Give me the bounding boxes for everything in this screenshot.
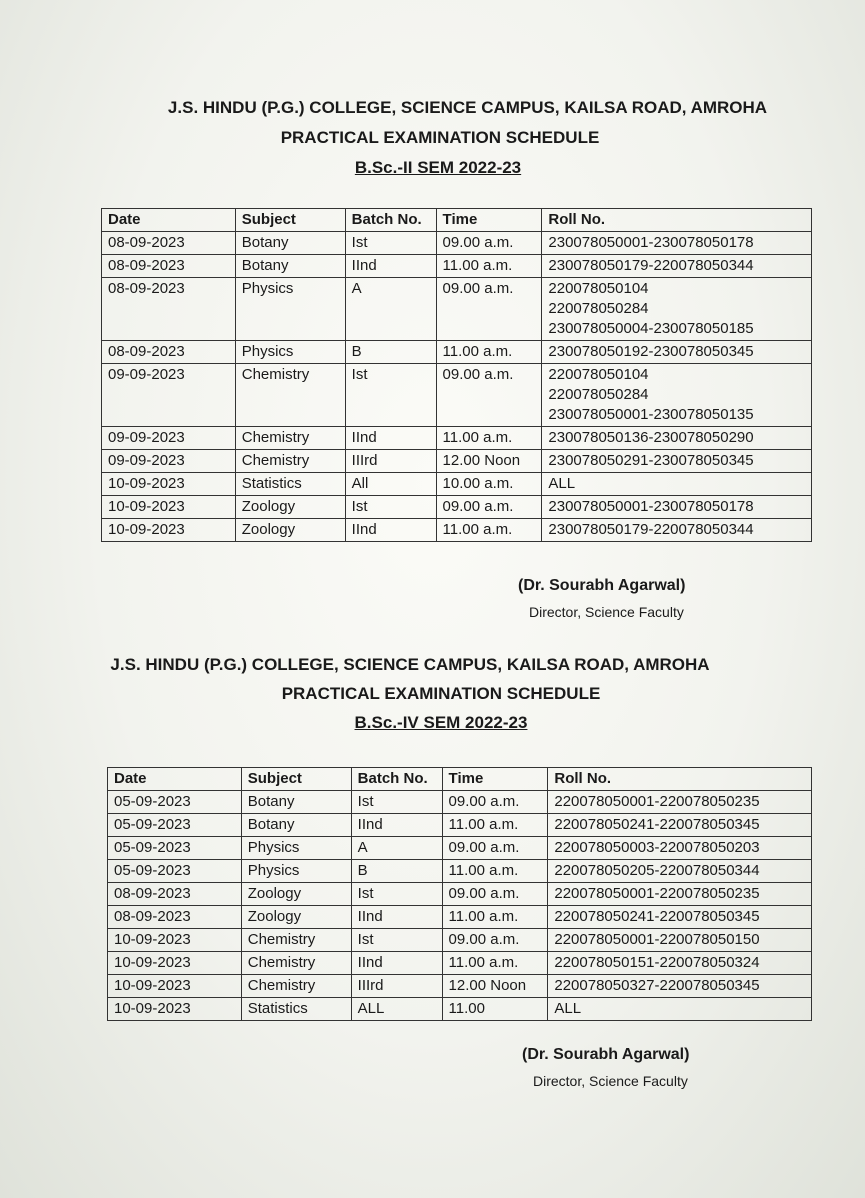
cell-subject: Chemistry (241, 929, 351, 952)
roll-no-line: 220078050003-220078050203 (554, 839, 760, 856)
roll-no-line: 230078050179-220078050344 (548, 521, 754, 538)
cell-batch: IInd (351, 952, 442, 975)
semester-heading: B.Sc.-II SEM 2022-23 (354, 158, 522, 177)
cell-batch: IIIrd (345, 450, 436, 473)
schedule-table (101, 208, 812, 542)
cell-time: 11.00 a.m. (442, 906, 548, 929)
cell-roll-no (542, 427, 812, 450)
roll-no-line: 220078050205-220078050344 (554, 862, 760, 879)
roll-no-line: 220078050241-220078050345 (554, 816, 760, 833)
schedule-title: PRACTICAL EXAMINATION SCHEDULE (280, 128, 600, 147)
cell-date: 10-09-2023 (108, 929, 242, 952)
header-date: Date (108, 768, 242, 791)
header-subject: Subject (241, 768, 351, 791)
cell-time: 11.00 a.m. (436, 427, 542, 450)
roll-no-line: 220078050241-220078050345 (554, 908, 760, 925)
cell-date: 08-09-2023 (102, 255, 236, 278)
cell-subject: Zoology (241, 883, 351, 906)
table-row (108, 975, 812, 998)
cell-time: 09.00 a.m. (436, 496, 542, 519)
cell-roll-no (542, 232, 812, 255)
cell-time: 09.00 a.m. (442, 837, 548, 860)
cell-roll-no (542, 255, 812, 278)
table-row (108, 883, 812, 906)
table-row (102, 450, 812, 473)
table-row (102, 341, 812, 364)
signatory-name: (Dr. Sourabh Agarwal) (522, 1046, 690, 1063)
roll-no-line: 220078050001-220078050150 (554, 931, 760, 948)
header-roll: Roll No. (542, 209, 812, 232)
cell-roll-no (542, 341, 812, 364)
roll-no-line: 230078050136-230078050290 (548, 429, 754, 446)
cell-time: 09.00 a.m. (436, 364, 542, 427)
cell-subject: Physics (235, 341, 345, 364)
cell-roll-no (542, 496, 812, 519)
cell-date: 10-09-2023 (108, 975, 242, 998)
table-row (102, 473, 812, 496)
cell-date: 08-09-2023 (102, 278, 236, 341)
roll-no-line: 220078050001-220078050235 (554, 793, 760, 810)
college-heading: J.S. HINDU (P.G.) COLLEGE, SCIENCE CAMPUS, KAILSA ROAD, AMROHA (167, 98, 768, 117)
table-row (108, 860, 812, 883)
table-header-row (102, 209, 812, 232)
cell-subject: Chemistry (235, 450, 345, 473)
cell-subject: Chemistry (241, 952, 351, 975)
header-batch: Batch No. (351, 768, 442, 791)
table-row (108, 791, 812, 814)
cell-date: 05-09-2023 (108, 837, 242, 860)
roll-no-line: 230078050179-220078050344 (548, 257, 754, 274)
roll-no-line: 230078050291-230078050345 (548, 452, 754, 469)
cell-time: 10.00 a.m. (436, 473, 542, 496)
cell-batch: Ist (345, 496, 436, 519)
cell-date: 09-09-2023 (102, 364, 236, 427)
roll-no-line: 230078050001-230078050135 (548, 406, 754, 423)
cell-date: 08-09-2023 (108, 883, 242, 906)
cell-date: 10-09-2023 (102, 519, 236, 542)
cell-date: 10-09-2023 (102, 496, 236, 519)
signatory-name: (Dr. Sourabh Agarwal) (518, 577, 686, 594)
cell-subject: Chemistry (241, 975, 351, 998)
cell-time: 11.00 a.m. (436, 341, 542, 364)
roll-no-line: 220078050104 (548, 280, 649, 297)
cell-subject: Physics (235, 278, 345, 341)
schedule-title: PRACTICAL EXAMINATION SCHEDULE (281, 684, 601, 703)
cell-batch: All (345, 473, 436, 496)
header-time: Time (442, 768, 548, 791)
table-row (102, 519, 812, 542)
semester-heading: B.Sc.-IV SEM 2022-23 (354, 713, 528, 732)
cell-subject: Statistics (235, 473, 345, 496)
cell-subject: Zoology (235, 519, 345, 542)
cell-roll-no (548, 791, 812, 814)
cell-batch: Ist (345, 232, 436, 255)
table-row (108, 952, 812, 975)
cell-batch: A (351, 837, 442, 860)
cell-batch: Ist (351, 883, 442, 906)
cell-subject: Chemistry (235, 364, 345, 427)
table-row (102, 232, 812, 255)
roll-no-line: 230078050001-230078050178 (548, 498, 754, 515)
header-date: Date (102, 209, 236, 232)
cell-roll-no (542, 364, 812, 427)
cell-roll-no (542, 519, 812, 542)
cell-batch: IInd (345, 255, 436, 278)
header-subject: Subject (235, 209, 345, 232)
cell-subject: Chemistry (235, 427, 345, 450)
cell-time: 11.00 a.m. (442, 860, 548, 883)
roll-no-line: 220078050001-220078050235 (554, 885, 760, 902)
cell-subject: Physics (241, 837, 351, 860)
header-batch: Batch No. (345, 209, 436, 232)
cell-subject: Botany (235, 255, 345, 278)
cell-subject: Zoology (235, 496, 345, 519)
cell-batch: Ist (351, 929, 442, 952)
cell-batch: A (345, 278, 436, 341)
cell-roll-no (548, 998, 812, 1021)
cell-roll-no (548, 952, 812, 975)
cell-date: 08-09-2023 (108, 906, 242, 929)
table-row (102, 364, 812, 427)
table-row (108, 837, 812, 860)
cell-date: 09-09-2023 (102, 450, 236, 473)
cell-time: 11.00 a.m. (436, 519, 542, 542)
table-row (108, 929, 812, 952)
cell-time: 09.00 a.m. (436, 232, 542, 255)
cell-date: 05-09-2023 (108, 791, 242, 814)
roll-no-line: ALL (548, 475, 576, 492)
table-header-row (108, 768, 812, 791)
roll-no-line: 230078050001-230078050178 (548, 234, 754, 251)
roll-no-line: 230078050192-230078050345 (548, 343, 754, 360)
cell-roll-no (548, 906, 812, 929)
cell-time: 09.00 a.m. (442, 791, 548, 814)
roll-no-line: 220078050104 (548, 366, 649, 383)
cell-batch: B (345, 341, 436, 364)
table-row (108, 906, 812, 929)
cell-date: 10-09-2023 (102, 473, 236, 496)
cell-subject: Zoology (241, 906, 351, 929)
header-time: Time (436, 209, 542, 232)
header-roll: Roll No. (548, 768, 812, 791)
cell-subject: Physics (241, 860, 351, 883)
cell-subject: Botany (241, 791, 351, 814)
cell-time: 09.00 a.m. (436, 278, 542, 341)
roll-no-line: 220078050151-220078050324 (554, 954, 760, 971)
cell-time: 11.00 a.m. (436, 255, 542, 278)
signatory-title: Director, Science Faculty (533, 1073, 688, 1089)
cell-roll-no (548, 860, 812, 883)
cell-batch: IInd (351, 814, 442, 837)
cell-roll-no (548, 929, 812, 952)
cell-roll-no (542, 278, 812, 341)
cell-date: 10-09-2023 (108, 952, 242, 975)
table-row (102, 278, 812, 341)
signatory-title: Director, Science Faculty (529, 604, 684, 620)
cell-roll-no (542, 473, 812, 496)
cell-subject: Statistics (241, 998, 351, 1021)
roll-no-line: 220078050327-220078050345 (554, 977, 760, 994)
table-row (102, 255, 812, 278)
cell-date: 08-09-2023 (102, 232, 236, 255)
college-heading: J.S. HINDU (P.G.) COLLEGE, SCIENCE CAMPUS, KAILSA ROAD, AMROHA (110, 655, 710, 674)
cell-batch: IInd (345, 519, 436, 542)
schedule-table (107, 767, 812, 1021)
cell-batch: Ist (351, 791, 442, 814)
roll-no-line: 220078050284 (548, 300, 649, 317)
cell-roll-no (548, 883, 812, 906)
roll-no-line: 230078050004-230078050185 (548, 320, 754, 337)
cell-date: 05-09-2023 (108, 860, 242, 883)
cell-time: 12.00 Noon (436, 450, 542, 473)
cell-roll-no (548, 814, 812, 837)
cell-roll-no (548, 837, 812, 860)
cell-subject: Botany (235, 232, 345, 255)
cell-roll-no (542, 450, 812, 473)
table-row (108, 814, 812, 837)
cell-date: 08-09-2023 (102, 341, 236, 364)
cell-time: 09.00 a.m. (442, 929, 548, 952)
cell-time: 11.00 a.m. (442, 952, 548, 975)
cell-time: 11.00 (442, 998, 548, 1021)
cell-date: 05-09-2023 (108, 814, 242, 837)
cell-date: 10-09-2023 (108, 998, 242, 1021)
cell-roll-no (548, 975, 812, 998)
cell-batch: ALL (351, 998, 442, 1021)
table-row (102, 427, 812, 450)
cell-time: 12.00 Noon (442, 975, 548, 998)
cell-batch: Ist (345, 364, 436, 427)
cell-date: 09-09-2023 (102, 427, 236, 450)
roll-no-line: ALL (554, 1000, 582, 1017)
cell-batch: IInd (351, 906, 442, 929)
cell-time: 11.00 a.m. (442, 814, 548, 837)
cell-subject: Botany (241, 814, 351, 837)
cell-time: 09.00 a.m. (442, 883, 548, 906)
cell-batch: B (351, 860, 442, 883)
cell-batch: IIIrd (351, 975, 442, 998)
table-row (102, 496, 812, 519)
roll-no-line: 220078050284 (548, 386, 649, 403)
table-row (108, 998, 812, 1021)
cell-batch: IInd (345, 427, 436, 450)
